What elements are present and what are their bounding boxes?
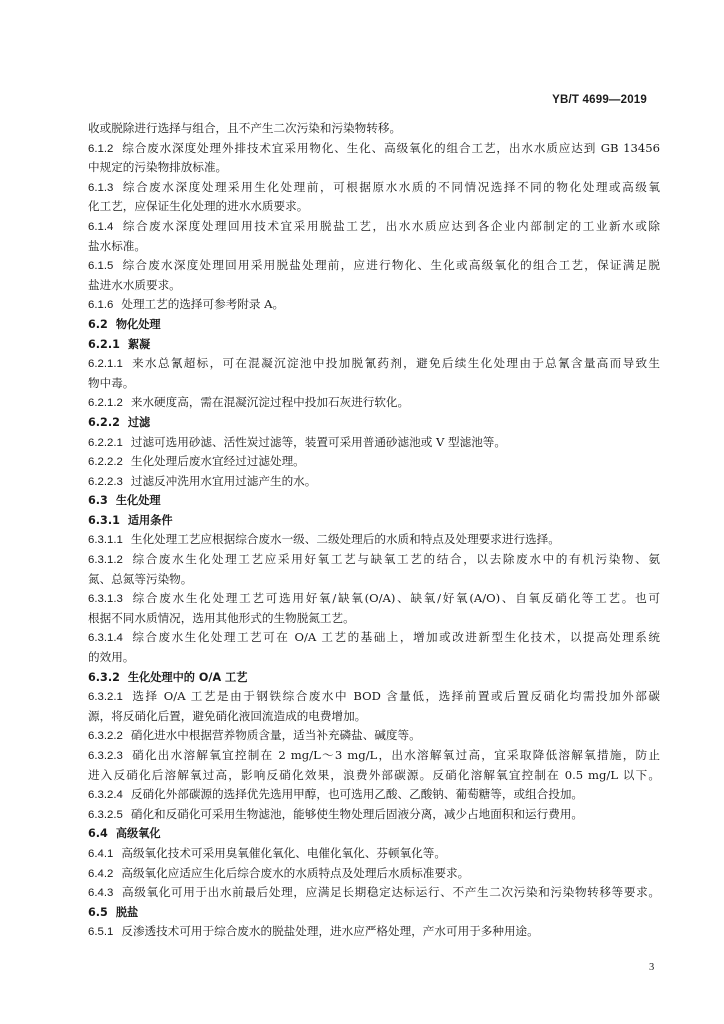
continuation-line — [88, 707, 660, 727]
continuation-line — [88, 119, 660, 139]
section-heading: 生化处理中的 O/A 工艺 — [127, 670, 248, 684]
section-heading: 物化处理 — [115, 317, 161, 331]
clause-number: 6.3.1.2 — [88, 554, 123, 567]
clause-number: 6.2.2 — [88, 415, 120, 429]
clause-text: 综合废水深度处理回用采用脱盐处理前，应进行物化、生化或高级氧化的组合工艺，保证满足脱 — [121, 258, 660, 273]
clause-text: 综合废水生化处理工艺可选用好氧/缺氧(O/A)、缺氧/好氧(A/O)、自氧反硝化等工艺。也可 — [130, 591, 660, 606]
section-heading: 生化处理 — [115, 494, 161, 508]
clause-line — [88, 824, 660, 844]
section-heading: 过滤 — [127, 415, 151, 429]
clause-number: 6.3.1.1 — [88, 534, 123, 547]
clause-line — [88, 295, 660, 315]
clause-number: 6.3.2.3 — [88, 750, 123, 762]
clause-text: 盐进水水质要求。 — [88, 277, 181, 292]
document-body — [88, 119, 660, 942]
continuation-line — [88, 374, 660, 394]
clause-number: 6.3.1 — [88, 513, 120, 527]
clause-number: 6.5 — [88, 905, 108, 919]
clause-number: 6.1.6 — [88, 299, 114, 312]
clause-text: 进入反硝化后溶解氧过高，影响反硝化效果，浪费外部碳源。反硝化溶解氧宜控制在 0.5 mg/L 以下。 — [88, 767, 660, 782]
page-number: 3 — [649, 962, 655, 973]
clause-text: 来水硬度高，需在混凝沉淀过程中投加石灰进行软化。 — [130, 395, 410, 410]
clause-number: 6.2.1.2 — [88, 397, 123, 410]
clause-text: 中规定的污染物排放标准。 — [88, 160, 228, 175]
continuation-line — [88, 609, 660, 629]
clause-text: 综合废水深度处理外排技术宜采用物化、生化、高级氧化的组合工艺，出水水质应达到 GB 13456 — [121, 140, 660, 155]
clause-text: 物中毒。 — [88, 375, 135, 390]
continuation-line — [88, 237, 660, 257]
clause-line — [88, 335, 660, 355]
section-heading: 絮凝 — [127, 337, 151, 351]
clause-text: 源，将反硝化后置，避免硝化液回流造成的电费增加。 — [88, 708, 367, 723]
clause-line — [88, 903, 660, 923]
clause-text: 的效用。 — [88, 650, 135, 665]
clause-text: 过滤反冲洗用水宜用过滤产生的水。 — [130, 473, 317, 488]
clause-text: 化工艺，应保证生化处理的进水水质要求。 — [88, 199, 309, 214]
clause-text: 来水总氰超标，可在混凝沉淀池中投加脱氰药剂，避免后续生化处理由于总氰含量高而导致生 — [130, 356, 660, 371]
clause-line — [88, 746, 660, 766]
clause-number: 6.3.1.4 — [88, 632, 123, 645]
clause-line — [88, 256, 660, 276]
clause-number: 6.2 — [88, 317, 108, 331]
clause-text: 硝化和反硝化可采用生物滤池，能够使生物处理后固液分离，减少占地面积和运行费用。 — [130, 806, 584, 821]
section-heading: 适用条件 — [127, 513, 173, 527]
clause-line — [88, 628, 660, 648]
clause-text: 选择 O/A 工艺是由于钢铁综合废水中 BOD 含量低，选择前置或后置反硝化均需投加外部碳 — [130, 689, 660, 704]
clause-line — [88, 491, 660, 511]
clause-text: 高级氧化可用于出水前最后处理，应满足长期稳定达标运行、不产生二次污染和污染物转移等要求。 — [121, 885, 660, 900]
clause-line — [88, 922, 660, 942]
clause-number: 6.3 — [88, 494, 108, 508]
clause-number: 6.3.1.3 — [88, 593, 123, 606]
clause-line — [88, 178, 660, 198]
clause-text: 硝化出水溶解氧宜控制在 2 mg/L～3 mg/L，出水溶解氧过高，宜采取降低溶解氧措施，防止 — [130, 748, 660, 762]
clause-number: 6.5.1 — [88, 926, 114, 939]
clause-line — [88, 433, 660, 453]
clause-line — [88, 315, 660, 335]
clause-line — [88, 354, 660, 374]
clause-text: 根据不同水质情况，选用其他形式的生物脱氮工艺。 — [88, 610, 355, 625]
clause-number: 6.3.2 — [88, 670, 120, 684]
clause-text: 过滤可选用砂滤、活性炭过滤等，装置可采用普通砂滤池或 V 型滤池等。 — [130, 434, 506, 449]
clause-line — [88, 844, 660, 864]
clause-number: 6.1.4 — [88, 220, 114, 233]
section-heading: 高级氧化 — [115, 827, 161, 841]
clause-number: 6.4.1 — [88, 847, 114, 860]
clause-number: 6.2.1.1 — [88, 358, 123, 371]
clause-number: 6.3.2.5 — [88, 808, 123, 821]
clause-number: 6.2.2.3 — [88, 475, 123, 488]
clause-line — [88, 687, 660, 707]
clause-text: 高级氧化技术可采用臭氧催化氧化、电催化氧化、芬顿氧化等。 — [121, 845, 446, 860]
continuation-line — [88, 570, 660, 590]
clause-number: 6.2.1 — [88, 337, 120, 351]
clause-line — [88, 217, 660, 237]
clause-line — [88, 139, 660, 159]
clause-line — [88, 864, 660, 884]
clause-text: 综合废水深度处理采用生化处理前，可根据原水水质的不同情况选择不同的物化处理或高级氧 — [121, 179, 660, 194]
clause-line — [88, 805, 660, 825]
clause-number: 6.4.3 — [88, 887, 114, 900]
clause-line — [88, 511, 660, 531]
clause-line — [88, 785, 660, 805]
clause-text: 综合废水生化处理工艺可在 O/A 工艺的基础上，增加或改进新型生化技术，以提高处理系统 — [130, 630, 660, 645]
clause-text: 反硝化外部碳源的选择优先选用甲醇，也可选用乙酸、乙酸钠、葡萄糖等，或组合投加。 — [130, 787, 584, 802]
continuation-line — [88, 276, 660, 296]
section-heading: 脱盐 — [115, 905, 139, 919]
clause-text: 生化处理工艺应根据综合废水一级、二级处理后的水质和特点及处理要求进行选择。 — [130, 532, 560, 547]
continuation-line — [88, 158, 660, 178]
clause-number: 6.1.2 — [88, 142, 114, 155]
continuation-line — [88, 648, 660, 668]
clause-number: 6.2.2.2 — [88, 456, 123, 469]
clause-text: 氮、总氮等污染物。 — [88, 571, 193, 586]
clause-text: 反渗透技术可用于综合废水的脱盐处理，进水应严格处理，产水可用于多种用途。 — [121, 924, 539, 939]
clause-text: 综合废水深度处理回用技术宜采用脱盐工艺，出水水质应达到各企业内部制定的工业新水或除 — [121, 218, 660, 233]
clause-text: 收或脱除进行选择与组合，且不产生二次污染和污染物转移。 — [88, 121, 402, 135]
continuation-line — [88, 197, 660, 217]
clause-number: 6.4.2 — [88, 867, 114, 880]
clause-line — [88, 530, 660, 550]
clause-number: 6.3.2.4 — [88, 789, 123, 802]
clause-text: 硝化进水中根据营养物质含量，适当补充磷盐、碱度等。 — [130, 728, 421, 743]
clause-text: 盐水标准。 — [88, 238, 146, 253]
clause-number: 6.3.2.1 — [88, 691, 123, 704]
standard-code-header: YB/T 4699—2019 — [552, 94, 647, 106]
clause-line — [88, 550, 660, 570]
clause-line — [88, 589, 660, 609]
clause-number: 6.1.5 — [88, 260, 114, 273]
clause-text: 处理工艺的选择可参考附录 A。 — [121, 297, 285, 312]
clause-line — [88, 726, 660, 746]
clause-line — [88, 393, 660, 413]
clause-text: 高级氧化应适应生化后综合废水的水质特点及处理后水质标准要求。 — [121, 865, 470, 880]
clause-number: 6.2.2.1 — [88, 436, 123, 449]
clause-text: 综合废水生化处理工艺应采用好氧工艺与缺氧工艺的结合，以去除废水中的有机污染物、氨 — [130, 552, 660, 567]
clause-number: 6.1.3 — [88, 181, 114, 194]
clause-line — [88, 413, 660, 433]
continuation-line — [88, 766, 660, 786]
clause-line — [88, 472, 660, 492]
clause-number: 6.4 — [88, 827, 108, 841]
clause-line — [88, 883, 660, 903]
clause-number: 6.3.2.2 — [88, 730, 123, 743]
clause-line — [88, 668, 660, 688]
clause-text: 生化处理后废水宜经过过滤处理。 — [130, 454, 305, 469]
clause-line — [88, 452, 660, 472]
